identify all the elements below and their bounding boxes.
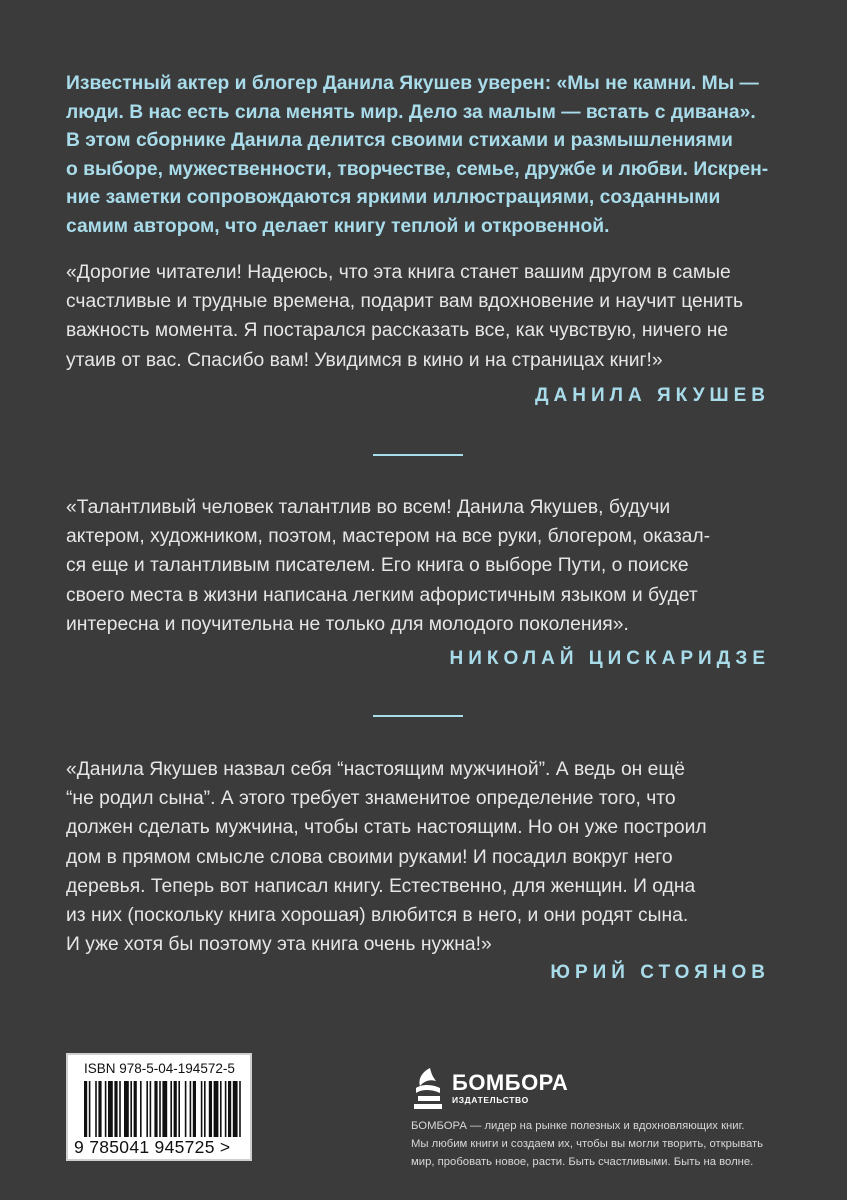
author-stoyanov: ЮРИЙ СТОЯНОВ: [550, 962, 770, 983]
publisher-name: БОМБОРА: [452, 1070, 569, 1095]
quote-yakushev: «Дорогие читатели! Надеюсь, что эта книга станет вашим другом в самые счастливые и трудные времена, подарит вам вдохновение и научит ценить важность момента. Я постарался рассказать все, как чувствую, ничего не утаив от вас. Спасибо вам! Увидимся в кино и на страницах книг!»: [66, 262, 744, 371]
author-tsiskaridze: НИКОЛАЙ ЦИСКАРИДЗЕ: [449, 648, 770, 669]
barcode-bars: [84, 1081, 244, 1137]
divider: [373, 715, 463, 717]
quote-tsiskaridze: «Талантливый человек талантлив во всем! Данила Якушев, будучи актером, художником, поэтом, мастером на все руки, блогером, оказал- ся еще и талантливым писателем. Его книга о выборе Пути, о поиске своего места в жизни написана легким афористичным языком и будет интересна и поучительна не только для молодого поколения».: [66, 497, 711, 635]
author-yakushev: ДАНИЛА ЯКУШЕВ: [535, 385, 770, 406]
ean-digits: 9 785041 945725 >: [74, 1137, 231, 1157]
intro-paragraph: Известный актер и блогер Данила Якушев уверен: «Мы не камни. Мы — люди. В нас есть сила менять мир. Дело за малым — встать с дивана». В этом сборнике Данила делится своими стихами и размышлениями о выборе, мужественности, творчестве, семье, дружбе и любви. Искрен- ние заметки сопровождаются яркими иллюстрациями, созданными самим автором, что делает книгу теплой и откровенной.: [66, 73, 769, 237]
publisher-subtitle: ИЗДАТЕЛЬСТВО: [452, 1095, 529, 1105]
bombora-wave-logo-icon: [410, 1066, 444, 1112]
isbn-label: ISBN 978-5-04-194572-5: [84, 1061, 235, 1076]
divider: [373, 454, 463, 456]
quote-stoyanov: «Данила Якушев назвал себя “настоящим мужчиной”. А ведь он ещё “не родил сына”. А этого требует знаменитое определение того, что должен сделать мужчина, чтобы стать настоящим. Но он уже построил дом в прямом смысле слова своими руками! И посадил вокруг него деревья. Теперь вот написал книгу. Естественно, для женщин. И одна из них (поскольку книга хорошая) влюбится в него, и они родят сына. И уже хотя бы поэтому эта книга очень нужна!»: [66, 759, 707, 956]
publisher-description: БОМБОРА — лидер на рынке полезных и вдохновляющих книг. Мы любим книги и создаем их, чтобы вы могли творить, открывать мир, пробовать новое, расти. Быть счастливыми. Быть на волне.: [411, 1120, 764, 1168]
isbn-barcode: [66, 1053, 252, 1161]
